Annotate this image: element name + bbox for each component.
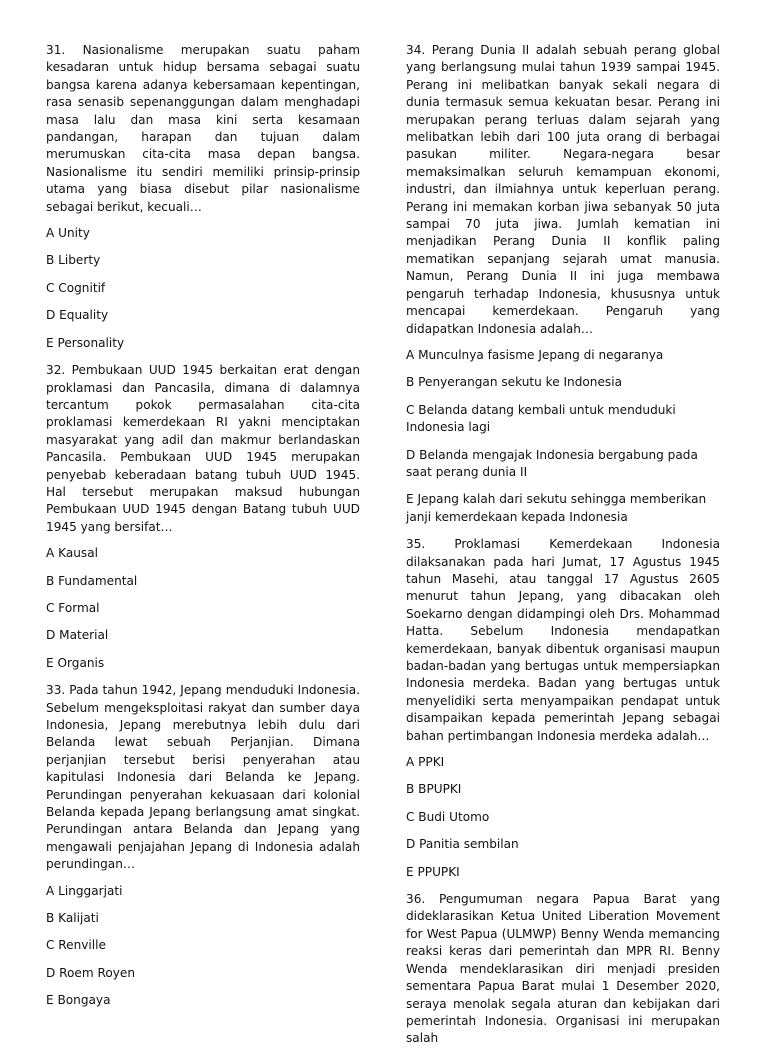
option-a: A Linggarjati <box>46 883 123 898</box>
option-b: B Kalijati <box>46 911 99 926</box>
option-e: E PPUPKI <box>406 864 460 879</box>
question-35 <box>406 536 720 881</box>
option-c: C Cognitif <box>46 280 106 295</box>
option-b: B Penyerangan sekutu ke Indonesia <box>406 375 622 390</box>
option-a: A Kausal <box>46 546 98 561</box>
question-34 <box>406 42 720 526</box>
option-d: D Roem Royen <box>46 965 136 980</box>
option-c: C Budi Utomo <box>406 809 490 824</box>
question-33 <box>46 682 360 1010</box>
option-a: A Unity <box>46 226 90 241</box>
right-column <box>406 42 720 1058</box>
option-d: D Belanda mengajak Indonesia bergabung pada saat perang dunia II <box>406 447 698 479</box>
option-d: D Panitia sembilan <box>406 837 519 852</box>
option-e: E Organis <box>46 655 105 670</box>
option-d: D Material <box>46 628 109 643</box>
question-31 <box>46 42 360 352</box>
left-column <box>46 42 360 1020</box>
question-text: 32. Pembukaan UUD 1945 berkaitan erat dengan proklamasi dan Pancasila, dimana di dalamnya tercantum pokok permasalahan cita-cita proklamasi kemerdekaan RI yakni menciptakan masyarakat yang adil dan makmur berlandaskan Pancasila. Pembukaan UUD 1945 merupakan penyebab keberadaan batang tubuh UUD 1945. Hal tersebut merupakan maksud hubungan Pembukaan UUD 1945 dengan Batang tubuh UUD 1945 yang bersifat… <box>46 363 360 534</box>
option-c: C Renville <box>46 938 106 953</box>
question-text: 33. Pada tahun 1942, Jepang menduduki Indonesia. Sebelum mengeksploitasi rakyat dan sumber daya Indonesia, Jepang merebutnya lebih dulu dari Belanda lewat sebuah Perjanjian. Dimana perjanjian tersebut berisi penyerahan atau kapitulasi Indonesia dari Belanda ke Jepang. Perundingan penyerahan kekuasaan dari kolonial Belanda kepada Jepang berlangsung amat singkat. Perundingan antara Belanda dan Jepang yang mengawali penjajahan Jepang di Indonesia adalah perundingan… <box>46 683 360 872</box>
question-text: 35. Proklamasi Kemerdekaan Indonesia dilaksanakan pada hari Jumat, 17 Agustus 1945 tahun Masehi, atau tanggal 17 Agustus 2605 menurut tahun Jepang, yang dibacakan oleh Soekarno dengan didampingi oleh Drs. Mohammad Hatta. Sebelum Indonesia mendapatkan kemerdekaan, banyak dibentuk organisasi maupun badan-badan yang bertugas untuk mempersiapkan Indonesia merdeka. Badan yang bertugas untuk menyelidiki serta menyampaikan pendapat untuk disampaikan kepada pemerintah Jepang sebagai bahan pertimbangan Indonesia merdeka adalah… <box>406 537 720 743</box>
option-c: C Formal <box>46 600 100 615</box>
option-b: B BPUPKI <box>406 782 462 797</box>
option-b: B Fundamental <box>46 573 138 588</box>
option-c: C Belanda datang kembali untuk menduduki Indonesia lagi <box>406 402 676 435</box>
option-e: E Jepang kalah dari sekutu sehingga memberikan janji kemerdekaan kepada Indonesia <box>406 492 707 524</box>
question-text: 31. Nasionalisme merupakan suatu paham kesadaran untuk hidup bersama sebagai suatu bangsa karena adanya kebersamaan kepentingan, rasa senasib sepenanggungan dalam menghadapi masa lalu dan masa kini serta kesamaan pandangan, harapan dan tujuan dalam merumuskan cita-cita masa depan bangsa. Nasionalisme itu sendiri memiliki prinsip-prinsip utama yang biasa disebut pilar nasionalisme sebagai berikut, kecuali… <box>46 43 360 214</box>
question-32 <box>46 362 360 672</box>
option-a: A PPKI <box>406 755 445 770</box>
question-text: 34. Perang Dunia II adalah sebuah perang global yang berlangsung mulai tahun 1939 sampai 1945. Perang ini melibatkan banyak sekali negara di dunia termasuk semua kekuatan besar. Perang ini merupakan perang terluas dalam sejarah yang melibatkan lebih dari 100 juta orang di berbagai pasukan militer. Negara-negara besar memaksimalkan seluruh kemampuan ekonomi, industri, dan ilmiahnya untuk keperluan perang. Perang ini memakan korban jiwa sebanyak 50 juta sampai 70 juta jiwa. Jumlah kematian ini menjadikan Perang Dunia II konflik paling mematikan sepanjang sejarah umat manusia. Namun, Perang Dunia II ini juga membawa pengaruh terhadap Indonesia, khususnya untuk mencapai kemerdekaan. Pengaruh yang didapatkan Indonesia adalah… <box>406 43 720 336</box>
option-e: E Personality <box>46 335 125 350</box>
option-d: D Equality <box>46 308 109 323</box>
question-36 <box>406 891 720 1048</box>
option-b: B Liberty <box>46 253 101 268</box>
option-a: A Munculnya fasisme Jepang di negaranya <box>406 347 664 362</box>
option-e: E Bongaya <box>46 993 111 1008</box>
question-text: 36. Pengumuman negara Papua Barat yang dideklarasikan Ketua United Liberation Movement for West Papua (ULMWP) Benny Wenda memancing reaksi keras dari pemerintah dan MPR RI. Benny Wenda mendeklarasikan diri menjadi presiden sementara Papua Barat mulai 1 Desember 2020, seraya menolak segala aturan dan kebijakan dari pemerintah Indonesia. Organisasi ini merupakan salah <box>406 892 720 1046</box>
